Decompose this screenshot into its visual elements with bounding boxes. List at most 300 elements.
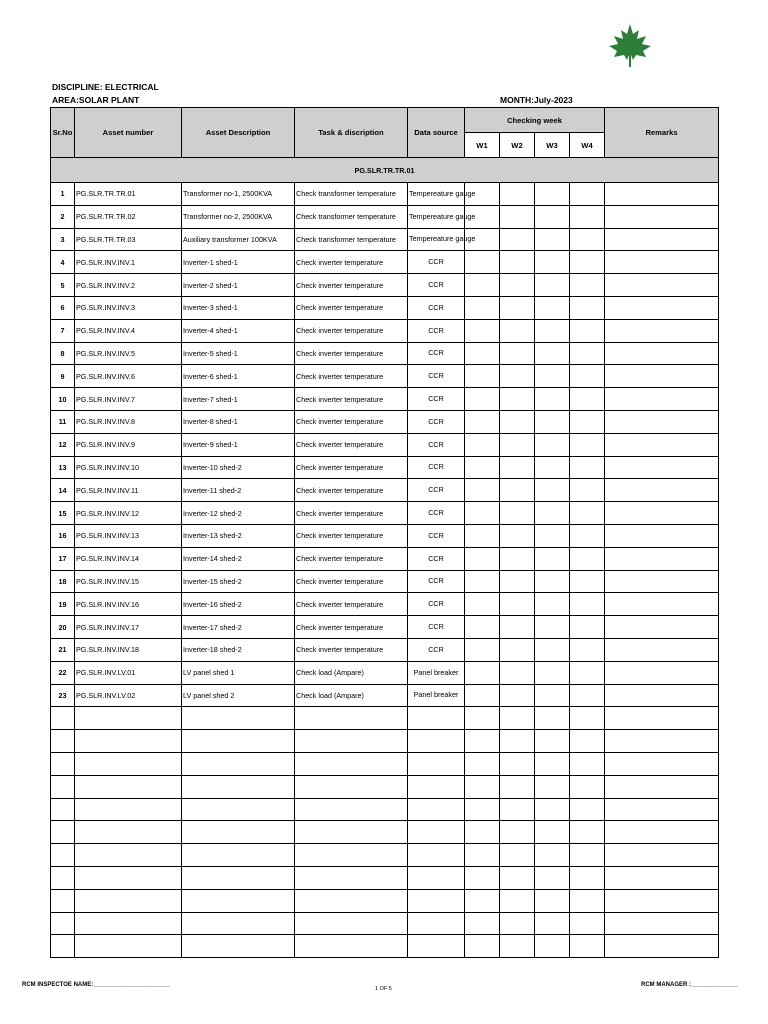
- row-check-w4[interactable]: [570, 410, 605, 433]
- blank-cell[interactable]: [295, 821, 408, 844]
- row-check-w1[interactable]: [465, 319, 500, 342]
- table-row: [51, 524, 719, 547]
- row-check-w3[interactable]: [535, 342, 570, 365]
- row-check-w3[interactable]: [535, 183, 570, 206]
- row-data-source: Panel breaker: [408, 661, 465, 684]
- row-check-w3[interactable]: [535, 296, 570, 319]
- row-remarks[interactable]: [605, 183, 719, 206]
- blank-cell[interactable]: [408, 844, 465, 867]
- blank-cell[interactable]: [51, 821, 75, 844]
- row-check-w4[interactable]: [570, 388, 605, 411]
- table-row: [51, 502, 719, 525]
- row-remarks[interactable]: [605, 616, 719, 639]
- blank-cell[interactable]: [535, 821, 570, 844]
- row-check-w3[interactable]: [535, 410, 570, 433]
- blank-cell[interactable]: [500, 844, 535, 867]
- blank-cell[interactable]: [465, 821, 500, 844]
- row-remarks[interactable]: [605, 479, 719, 502]
- blank-cell[interactable]: [500, 775, 535, 798]
- blank-cell[interactable]: [465, 730, 500, 753]
- blank-cell[interactable]: [465, 866, 500, 889]
- blank-cell[interactable]: [182, 730, 295, 753]
- blank-cell[interactable]: [465, 752, 500, 775]
- row-asset-description: Inverter-9 shed-1: [182, 433, 295, 456]
- row-check-w1[interactable]: [465, 365, 500, 388]
- row-remarks[interactable]: [605, 570, 719, 593]
- row-check-w1[interactable]: [465, 593, 500, 616]
- table-row: [51, 616, 719, 639]
- row-remarks[interactable]: [605, 296, 719, 319]
- row-task: Check inverter temperature: [295, 296, 408, 319]
- blank-cell[interactable]: [535, 912, 570, 935]
- blank-cell[interactable]: [605, 844, 719, 867]
- blank-cell[interactable]: [51, 935, 75, 958]
- blank-cell[interactable]: [535, 707, 570, 730]
- row-sr-number: 14: [51, 479, 75, 502]
- blank-cell[interactable]: [182, 935, 295, 958]
- blank-cell[interactable]: [500, 935, 535, 958]
- table-row: [51, 183, 719, 206]
- row-asset-number: PG.SLR.INV.INV.8: [75, 410, 182, 433]
- row-task: Check load (Ampare): [295, 684, 408, 707]
- row-asset-description: Inverter-16 shed-2: [182, 593, 295, 616]
- blank-cell[interactable]: [535, 730, 570, 753]
- blank-cell[interactable]: [605, 752, 719, 775]
- row-sr-number: 13: [51, 456, 75, 479]
- row-sr-number: 18: [51, 570, 75, 593]
- blank-cell[interactable]: [465, 775, 500, 798]
- row-check-w3[interactable]: [535, 274, 570, 297]
- row-check-w4[interactable]: [570, 547, 605, 570]
- row-check-w1[interactable]: [465, 661, 500, 684]
- blank-cell[interactable]: [605, 866, 719, 889]
- col-header-w2: W2: [500, 133, 535, 158]
- row-check-w3[interactable]: [535, 638, 570, 661]
- row-check-w4[interactable]: [570, 616, 605, 639]
- blank-cell[interactable]: [51, 707, 75, 730]
- blank-cell[interactable]: [182, 912, 295, 935]
- blank-cell[interactable]: [182, 844, 295, 867]
- row-check-w4[interactable]: [570, 593, 605, 616]
- row-check-w1[interactable]: [465, 616, 500, 639]
- blank-cell[interactable]: [75, 752, 182, 775]
- row-remarks[interactable]: [605, 251, 719, 274]
- row-check-w4[interactable]: [570, 524, 605, 547]
- row-check-w2[interactable]: [500, 593, 535, 616]
- row-check-w1[interactable]: [465, 479, 500, 502]
- blank-cell[interactable]: [570, 866, 605, 889]
- row-check-w4[interactable]: [570, 433, 605, 456]
- row-check-w1[interactable]: [465, 547, 500, 570]
- col-header-w3: W3: [535, 133, 570, 158]
- row-check-w3[interactable]: [535, 251, 570, 274]
- blank-cell[interactable]: [500, 730, 535, 753]
- row-remarks[interactable]: [605, 456, 719, 479]
- row-remarks[interactable]: [605, 342, 719, 365]
- col-header-asset-description: Asset Description: [182, 108, 295, 158]
- table-row: [51, 342, 719, 365]
- row-task: Check inverter temperature: [295, 593, 408, 616]
- row-check-w4[interactable]: [570, 661, 605, 684]
- row-check-w2[interactable]: [500, 296, 535, 319]
- row-check-w4[interactable]: [570, 228, 605, 251]
- row-check-w2[interactable]: [500, 183, 535, 206]
- blank-cell[interactable]: [295, 798, 408, 821]
- blank-cell[interactable]: [605, 730, 719, 753]
- col-header-asset-number: Asset number: [75, 108, 182, 158]
- blank-cell[interactable]: [51, 775, 75, 798]
- row-check-w1[interactable]: [465, 388, 500, 411]
- blank-cell[interactable]: [605, 912, 719, 935]
- col-header-w4: W4: [570, 133, 605, 158]
- blank-cell[interactable]: [605, 821, 719, 844]
- row-check-w1[interactable]: [465, 251, 500, 274]
- row-check-w1[interactable]: [465, 684, 500, 707]
- row-check-w3[interactable]: [535, 570, 570, 593]
- group-label: PG.SLR.TR.TR.01: [51, 158, 719, 183]
- blank-cell[interactable]: [570, 935, 605, 958]
- row-asset-number: PG.SLR.INV.INV.5: [75, 342, 182, 365]
- blank-cell[interactable]: [535, 844, 570, 867]
- blank-cell[interactable]: [605, 889, 719, 912]
- manager-signature-line: RCM MANAGER :______________: [641, 982, 738, 988]
- blank-cell[interactable]: [605, 775, 719, 798]
- row-check-w1[interactable]: [465, 433, 500, 456]
- row-sr-number: 7: [51, 319, 75, 342]
- blank-row: [51, 821, 719, 844]
- row-asset-description: Transformer no-1, 2500KVA: [182, 183, 295, 206]
- row-task: Check inverter temperature: [295, 638, 408, 661]
- blank-cell[interactable]: [605, 798, 719, 821]
- row-remarks[interactable]: [605, 388, 719, 411]
- row-sr-number: 5: [51, 274, 75, 297]
- inspector-signature-line: RCM INSPECTOE NAME:_______________________: [22, 982, 170, 988]
- month-label: MONTH:July-2023: [500, 95, 573, 105]
- row-check-w2[interactable]: [500, 456, 535, 479]
- row-asset-description: Transformer no-2, 2500KVA: [182, 205, 295, 228]
- blank-cell[interactable]: [51, 752, 75, 775]
- blank-cell[interactable]: [51, 730, 75, 753]
- blank-cell[interactable]: [465, 935, 500, 958]
- row-check-w4[interactable]: [570, 684, 605, 707]
- row-check-w2[interactable]: [500, 433, 535, 456]
- row-check-w1[interactable]: [465, 456, 500, 479]
- blank-cell[interactable]: [570, 707, 605, 730]
- blank-cell[interactable]: [295, 844, 408, 867]
- blank-cell[interactable]: [408, 752, 465, 775]
- blank-cell[interactable]: [75, 798, 182, 821]
- blank-cell[interactable]: [570, 798, 605, 821]
- blank-cell[interactable]: [465, 707, 500, 730]
- blank-cell[interactable]: [465, 844, 500, 867]
- row-check-w3[interactable]: [535, 479, 570, 502]
- table-row: [51, 479, 719, 502]
- row-data-source: CCR: [408, 524, 465, 547]
- row-remarks[interactable]: [605, 547, 719, 570]
- row-check-w3[interactable]: [535, 388, 570, 411]
- row-check-w4[interactable]: [570, 296, 605, 319]
- row-remarks[interactable]: [605, 274, 719, 297]
- row-check-w2[interactable]: [500, 342, 535, 365]
- blank-cell[interactable]: [51, 798, 75, 821]
- blank-cell[interactable]: [182, 707, 295, 730]
- row-check-w2[interactable]: [500, 524, 535, 547]
- row-remarks[interactable]: [605, 524, 719, 547]
- row-asset-description: Inverter-13 shed-2: [182, 524, 295, 547]
- blank-cell[interactable]: [570, 775, 605, 798]
- row-remarks[interactable]: [605, 638, 719, 661]
- row-task: Check inverter temperature: [295, 251, 408, 274]
- row-check-w2[interactable]: [500, 661, 535, 684]
- row-asset-number: PG.SLR.TR.TR.02: [75, 205, 182, 228]
- blank-cell[interactable]: [500, 798, 535, 821]
- row-asset-description: Inverter-2 shed-1: [182, 274, 295, 297]
- blank-cell[interactable]: [408, 730, 465, 753]
- blank-cell[interactable]: [535, 798, 570, 821]
- row-remarks[interactable]: [605, 410, 719, 433]
- table-row: [51, 433, 719, 456]
- blank-cell[interactable]: [75, 889, 182, 912]
- blank-cell[interactable]: [51, 889, 75, 912]
- blank-cell[interactable]: [570, 844, 605, 867]
- row-sr-number: 12: [51, 433, 75, 456]
- blank-cell[interactable]: [295, 730, 408, 753]
- row-check-w4[interactable]: [570, 479, 605, 502]
- row-check-w2[interactable]: [500, 274, 535, 297]
- row-check-w4[interactable]: [570, 365, 605, 388]
- row-check-w4[interactable]: [570, 502, 605, 525]
- blank-cell[interactable]: [295, 935, 408, 958]
- row-check-w1[interactable]: [465, 570, 500, 593]
- row-data-source: CCR: [408, 296, 465, 319]
- blank-cell[interactable]: [75, 821, 182, 844]
- blank-cell[interactable]: [75, 707, 182, 730]
- row-task: Check inverter temperature: [295, 365, 408, 388]
- blank-cell[interactable]: [295, 752, 408, 775]
- row-asset-number: PG.SLR.TR.TR.01: [75, 183, 182, 206]
- blank-cell[interactable]: [465, 912, 500, 935]
- row-check-w4[interactable]: [570, 456, 605, 479]
- row-check-w4[interactable]: [570, 251, 605, 274]
- row-sr-number: 3: [51, 228, 75, 251]
- row-remarks[interactable]: [605, 433, 719, 456]
- row-check-w2[interactable]: [500, 365, 535, 388]
- row-check-w1[interactable]: [465, 274, 500, 297]
- row-task: Check inverter temperature: [295, 274, 408, 297]
- blank-cell[interactable]: [500, 752, 535, 775]
- blank-cell[interactable]: [535, 889, 570, 912]
- row-check-w3[interactable]: [535, 205, 570, 228]
- row-check-w4[interactable]: [570, 570, 605, 593]
- row-check-w2[interactable]: [500, 616, 535, 639]
- blank-cell[interactable]: [408, 912, 465, 935]
- blank-cell[interactable]: [51, 844, 75, 867]
- blank-cell[interactable]: [51, 912, 75, 935]
- blank-cell[interactable]: [570, 752, 605, 775]
- row-check-w3[interactable]: [535, 547, 570, 570]
- row-remarks[interactable]: [605, 319, 719, 342]
- row-data-source: CCR: [408, 319, 465, 342]
- blank-cell[interactable]: [500, 912, 535, 935]
- row-sr-number: 9: [51, 365, 75, 388]
- row-check-w2[interactable]: [500, 228, 535, 251]
- row-remarks[interactable]: [605, 593, 719, 616]
- blank-cell[interactable]: [570, 821, 605, 844]
- row-data-source: CCR: [408, 547, 465, 570]
- table-row: [51, 410, 719, 433]
- blank-cell[interactable]: [605, 707, 719, 730]
- blank-cell[interactable]: [500, 866, 535, 889]
- blank-cell[interactable]: [500, 821, 535, 844]
- row-check-w3[interactable]: [535, 661, 570, 684]
- row-check-w4[interactable]: [570, 183, 605, 206]
- row-check-w3[interactable]: [535, 433, 570, 456]
- blank-cell[interactable]: [408, 707, 465, 730]
- row-check-w1[interactable]: [465, 502, 500, 525]
- inspection-table: [50, 107, 719, 958]
- row-check-w3[interactable]: [535, 319, 570, 342]
- row-data-source: CCR: [408, 342, 465, 365]
- page-number: 1 OF 5: [375, 986, 392, 992]
- blank-cell[interactable]: [408, 775, 465, 798]
- blank-cell[interactable]: [182, 752, 295, 775]
- row-check-w2[interactable]: [500, 570, 535, 593]
- table-row: [51, 274, 719, 297]
- blank-cell[interactable]: [182, 866, 295, 889]
- row-asset-description: Auxiliary transformer 100KVA: [182, 228, 295, 251]
- blank-cell[interactable]: [535, 752, 570, 775]
- row-data-source: CCR: [408, 479, 465, 502]
- blank-cell[interactable]: [295, 775, 408, 798]
- row-check-w3[interactable]: [535, 684, 570, 707]
- row-asset-description: Inverter-6 shed-1: [182, 365, 295, 388]
- blank-cell[interactable]: [182, 775, 295, 798]
- row-sr-number: 10: [51, 388, 75, 411]
- row-data-source: CCR: [408, 502, 465, 525]
- row-check-w4[interactable]: [570, 638, 605, 661]
- row-task: Check transformer temperature: [295, 183, 408, 206]
- blank-cell[interactable]: [295, 866, 408, 889]
- row-task: Check inverter temperature: [295, 524, 408, 547]
- blank-cell[interactable]: [75, 844, 182, 867]
- row-check-w3[interactable]: [535, 365, 570, 388]
- blank-cell[interactable]: [182, 798, 295, 821]
- blank-cell[interactable]: [408, 798, 465, 821]
- row-check-w2[interactable]: [500, 410, 535, 433]
- row-check-w1[interactable]: [465, 342, 500, 365]
- row-asset-number: PG.SLR.INV.INV.18: [75, 638, 182, 661]
- col-header-data-source: Data source: [408, 108, 465, 158]
- row-remarks[interactable]: [605, 502, 719, 525]
- row-remarks[interactable]: [605, 228, 719, 251]
- blank-cell[interactable]: [465, 798, 500, 821]
- blank-cell[interactable]: [535, 866, 570, 889]
- row-task: Check inverter temperature: [295, 410, 408, 433]
- blank-cell[interactable]: [75, 912, 182, 935]
- row-check-w2[interactable]: [500, 479, 535, 502]
- row-check-w4[interactable]: [570, 274, 605, 297]
- blank-cell[interactable]: [570, 730, 605, 753]
- row-asset-description: Inverter-5 shed-1: [182, 342, 295, 365]
- row-asset-description: Inverter-17 shed-2: [182, 616, 295, 639]
- blank-cell[interactable]: [570, 912, 605, 935]
- blank-cell[interactable]: [408, 935, 465, 958]
- blank-cell[interactable]: [75, 775, 182, 798]
- blank-cell[interactable]: [182, 821, 295, 844]
- blank-cell[interactable]: [408, 821, 465, 844]
- row-check-w2[interactable]: [500, 251, 535, 274]
- blank-cell[interactable]: [500, 889, 535, 912]
- row-check-w2[interactable]: [500, 388, 535, 411]
- row-asset-number: PG.SLR.INV.INV.1: [75, 251, 182, 274]
- row-check-w4[interactable]: [570, 205, 605, 228]
- row-check-w1[interactable]: [465, 638, 500, 661]
- row-task: Check inverter temperature: [295, 342, 408, 365]
- row-asset-description: Inverter-8 shed-1: [182, 410, 295, 433]
- row-asset-number: PG.SLR.INV.INV.6: [75, 365, 182, 388]
- row-check-w3[interactable]: [535, 502, 570, 525]
- blank-cell[interactable]: [51, 866, 75, 889]
- row-check-w1[interactable]: [465, 524, 500, 547]
- blank-cell[interactable]: [75, 866, 182, 889]
- blank-cell[interactable]: [182, 889, 295, 912]
- row-check-w1[interactable]: [465, 296, 500, 319]
- row-check-w2[interactable]: [500, 502, 535, 525]
- blank-cell[interactable]: [500, 707, 535, 730]
- row-check-w2[interactable]: [500, 547, 535, 570]
- row-remarks[interactable]: [605, 205, 719, 228]
- row-check-w1[interactable]: [465, 410, 500, 433]
- blank-cell[interactable]: [75, 730, 182, 753]
- blank-cell[interactable]: [295, 912, 408, 935]
- row-remarks[interactable]: [605, 684, 719, 707]
- row-asset-description: Inverter-15 shed-2: [182, 570, 295, 593]
- blank-cell[interactable]: [295, 707, 408, 730]
- blank-cell[interactable]: [295, 889, 408, 912]
- row-asset-number: PG.SLR.TR.TR.03: [75, 228, 182, 251]
- row-check-w2[interactable]: [500, 319, 535, 342]
- row-asset-description: Inverter-7 shed-1: [182, 388, 295, 411]
- blank-cell[interactable]: [605, 935, 719, 958]
- row-check-w3[interactable]: [535, 456, 570, 479]
- col-header-checking-week: Checking week: [465, 108, 605, 133]
- row-asset-number: PG.SLR.INV.INV.12: [75, 502, 182, 525]
- row-remarks[interactable]: [605, 661, 719, 684]
- row-check-w2[interactable]: [500, 684, 535, 707]
- row-check-w3[interactable]: [535, 228, 570, 251]
- row-check-w2[interactable]: [500, 205, 535, 228]
- blank-cell[interactable]: [570, 889, 605, 912]
- blank-row: [51, 730, 719, 753]
- row-check-w3[interactable]: [535, 593, 570, 616]
- row-data-source: CCR: [408, 365, 465, 388]
- blank-row: [51, 707, 719, 730]
- blank-cell[interactable]: [535, 935, 570, 958]
- row-remarks[interactable]: [605, 365, 719, 388]
- blank-cell[interactable]: [465, 889, 500, 912]
- blank-cell[interactable]: [408, 889, 465, 912]
- row-check-w4[interactable]: [570, 319, 605, 342]
- row-check-w3[interactable]: [535, 616, 570, 639]
- blank-cell[interactable]: [535, 775, 570, 798]
- table-row: [51, 296, 719, 319]
- row-check-w2[interactable]: [500, 638, 535, 661]
- blank-cell[interactable]: [75, 935, 182, 958]
- row-check-w4[interactable]: [570, 342, 605, 365]
- row-check-w3[interactable]: [535, 524, 570, 547]
- row-sr-number: 15: [51, 502, 75, 525]
- blank-cell[interactable]: [408, 866, 465, 889]
